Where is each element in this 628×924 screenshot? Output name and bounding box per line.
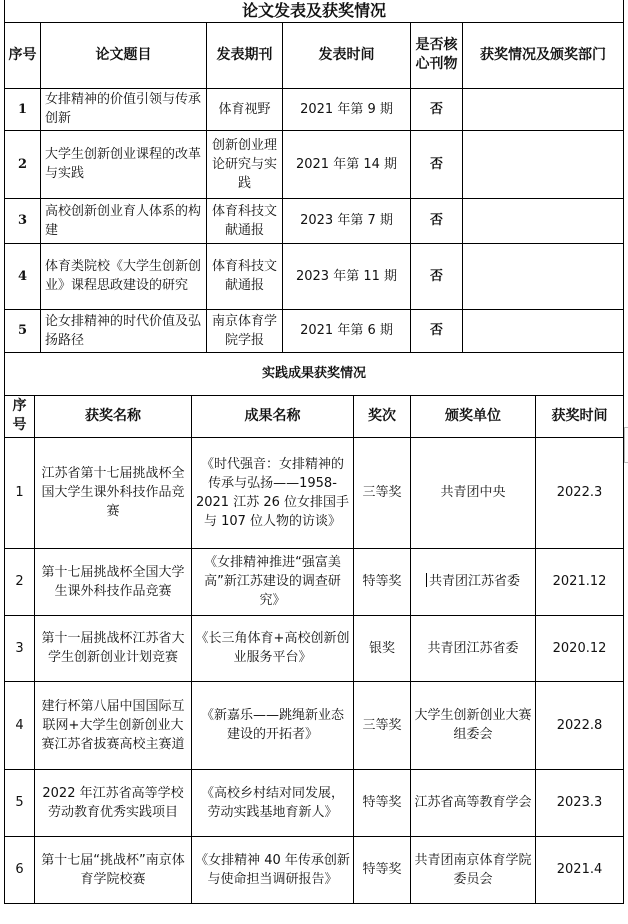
row-index: 6	[5, 836, 35, 903]
paper-title: 女排精神的价值引领与传承创新	[41, 88, 207, 130]
table-row	[5, 836, 624, 903]
award-level: 特等奖	[354, 548, 411, 615]
award-time: 2023.3	[536, 769, 624, 836]
result-name: 《时代强音：女排精神的传承与弘扬——1958-2021 江苏 26 位女排国手与 107 位人物的访谈》	[192, 437, 354, 548]
paper-core: 否	[411, 309, 463, 352]
paper-title: 高校创新创业育人体系的构建	[41, 198, 207, 243]
paper-journal: 体育视野	[207, 88, 283, 130]
award-issuer: 江苏省高等教育学会	[411, 769, 536, 836]
papers-section-title: 论文发表及获奖情况	[5, 0, 624, 22]
award-level: 特等奖	[354, 836, 411, 903]
paper-journal: 南京体育学院学报	[207, 309, 283, 352]
paper-award	[463, 198, 624, 243]
table-row	[5, 615, 624, 681]
row-index: 4	[5, 681, 35, 769]
paper-core: 否	[411, 88, 463, 130]
row-index: 1	[5, 437, 35, 548]
paper-time: 2021 年第 14 期	[283, 130, 411, 198]
paper-title: 体育类院校《大学生创新创业》课程思政建设的研究	[41, 243, 207, 309]
table-row	[5, 198, 624, 243]
paper-title: 论女排精神的时代价值及弘扬路径	[41, 309, 207, 352]
award-issuer: 共青团南京体育学院委员会	[411, 836, 536, 903]
row-index: 1	[5, 88, 41, 130]
papers-header-time: 发表时间	[283, 22, 411, 88]
table-row	[5, 130, 624, 198]
result-name: 《女排精神 40 年传承创新与使命担当调研报告》	[192, 836, 354, 903]
papers-header-journal: 发表期刊	[207, 22, 283, 88]
practice-section-title: 实践成果获奖情况	[5, 352, 624, 395]
award-time: 2022.8	[536, 681, 624, 769]
practice-table	[4, 352, 624, 904]
papers-header-core: 是否核心刊物	[411, 22, 463, 88]
result-name: 《女排精神推进“强富美高”新江苏建设的调查研究》	[192, 548, 354, 615]
result-name: 《高校乡村结对同发展，劳动实践基地育新人》	[192, 769, 354, 836]
row-index: 3	[5, 615, 35, 681]
row-index: 2	[5, 548, 35, 615]
practice-header-award-name: 获奖名称	[35, 395, 192, 437]
row-index: 4	[5, 243, 41, 309]
paper-award	[463, 243, 624, 309]
row-index: 5	[5, 769, 35, 836]
paper-time: 2023 年第 11 期	[283, 243, 411, 309]
award-name: 第十一届挑战杯江苏省大学生创新创业计划竞赛	[35, 615, 192, 681]
text-cursor	[426, 573, 427, 587]
table-row	[5, 88, 624, 130]
award-name: 建行杯第八届中国国际互联网+大学生创新创业大赛江苏省拔赛高校主赛道	[35, 681, 192, 769]
award-name: 2022 年江苏省高等学校劳动教育优秀实践项目	[35, 769, 192, 836]
paper-journal: 体育科技文献通报	[207, 243, 283, 309]
paper-time: 2021 年第 6 期	[283, 309, 411, 352]
award-level: 特等奖	[354, 769, 411, 836]
table-row	[5, 309, 624, 352]
table-row	[5, 243, 624, 309]
paper-award	[463, 309, 624, 352]
paper-journal: 创新创业理论研究与实践	[207, 130, 283, 198]
papers-table	[4, 0, 624, 353]
papers-header-row	[5, 22, 624, 88]
practice-header-time: 获奖时间	[536, 395, 624, 437]
paper-title: 大学生创新创业课程的改革与实践	[41, 130, 207, 198]
award-issuer: 大学生创新创业大赛组委会	[411, 681, 536, 769]
award-issuer: 共青团中央	[411, 437, 536, 548]
practice-header-result-name: 成果名称	[192, 395, 354, 437]
paper-core: 否	[411, 198, 463, 243]
table-row	[5, 548, 624, 615]
paper-award	[463, 88, 624, 130]
table-resize-handle[interactable]	[624, 427, 628, 463]
papers-header-title: 论文题目	[41, 22, 207, 88]
award-time: 2022.3	[536, 437, 624, 548]
document-sheet	[4, 0, 623, 904]
result-name: 《新嘉乐——跳绳新业态建设的开拓者》	[192, 681, 354, 769]
award-time: 2021.12	[536, 548, 624, 615]
award-issuer-text: 共青团江苏省委	[428, 574, 520, 589]
table-row	[5, 681, 624, 769]
award-time: 2020.12	[536, 615, 624, 681]
award-issuer: 共青团江苏省委	[411, 615, 536, 681]
row-index: 5	[5, 309, 41, 352]
paper-core: 否	[411, 130, 463, 198]
award-time: 2021.4	[536, 836, 624, 903]
award-name: 第十七届挑战杯全国大学生课外科技作品竞赛	[35, 548, 192, 615]
practice-header-issuer: 颁奖单位	[411, 395, 536, 437]
award-level: 三等奖	[354, 681, 411, 769]
paper-time: 2023 年第 7 期	[283, 198, 411, 243]
papers-header-index: 序号	[5, 22, 41, 88]
paper-journal: 体育科技文献通报	[207, 198, 283, 243]
result-name: 《长三角体育+高校创新创业服务平台》	[192, 615, 354, 681]
practice-header-index: 序号	[5, 395, 35, 437]
award-name: 江苏省第十七届挑战杯全国大学生课外科技作品竞赛	[35, 437, 192, 548]
paper-award	[463, 130, 624, 198]
award-issuer	[411, 548, 536, 615]
paper-time: 2021 年第 9 期	[283, 88, 411, 130]
practice-header-row	[5, 395, 624, 437]
practice-header-level: 奖次	[354, 395, 411, 437]
table-row	[5, 437, 624, 548]
row-index: 3	[5, 198, 41, 243]
row-index: 2	[5, 130, 41, 198]
award-level: 银奖	[354, 615, 411, 681]
award-level: 三等奖	[354, 437, 411, 548]
papers-header-award: 获奖情况及颁奖部门	[463, 22, 624, 88]
award-name: 第十七届“挑战杯”南京体育学院校赛	[35, 836, 192, 903]
table-row	[5, 769, 624, 836]
paper-core: 否	[411, 243, 463, 309]
